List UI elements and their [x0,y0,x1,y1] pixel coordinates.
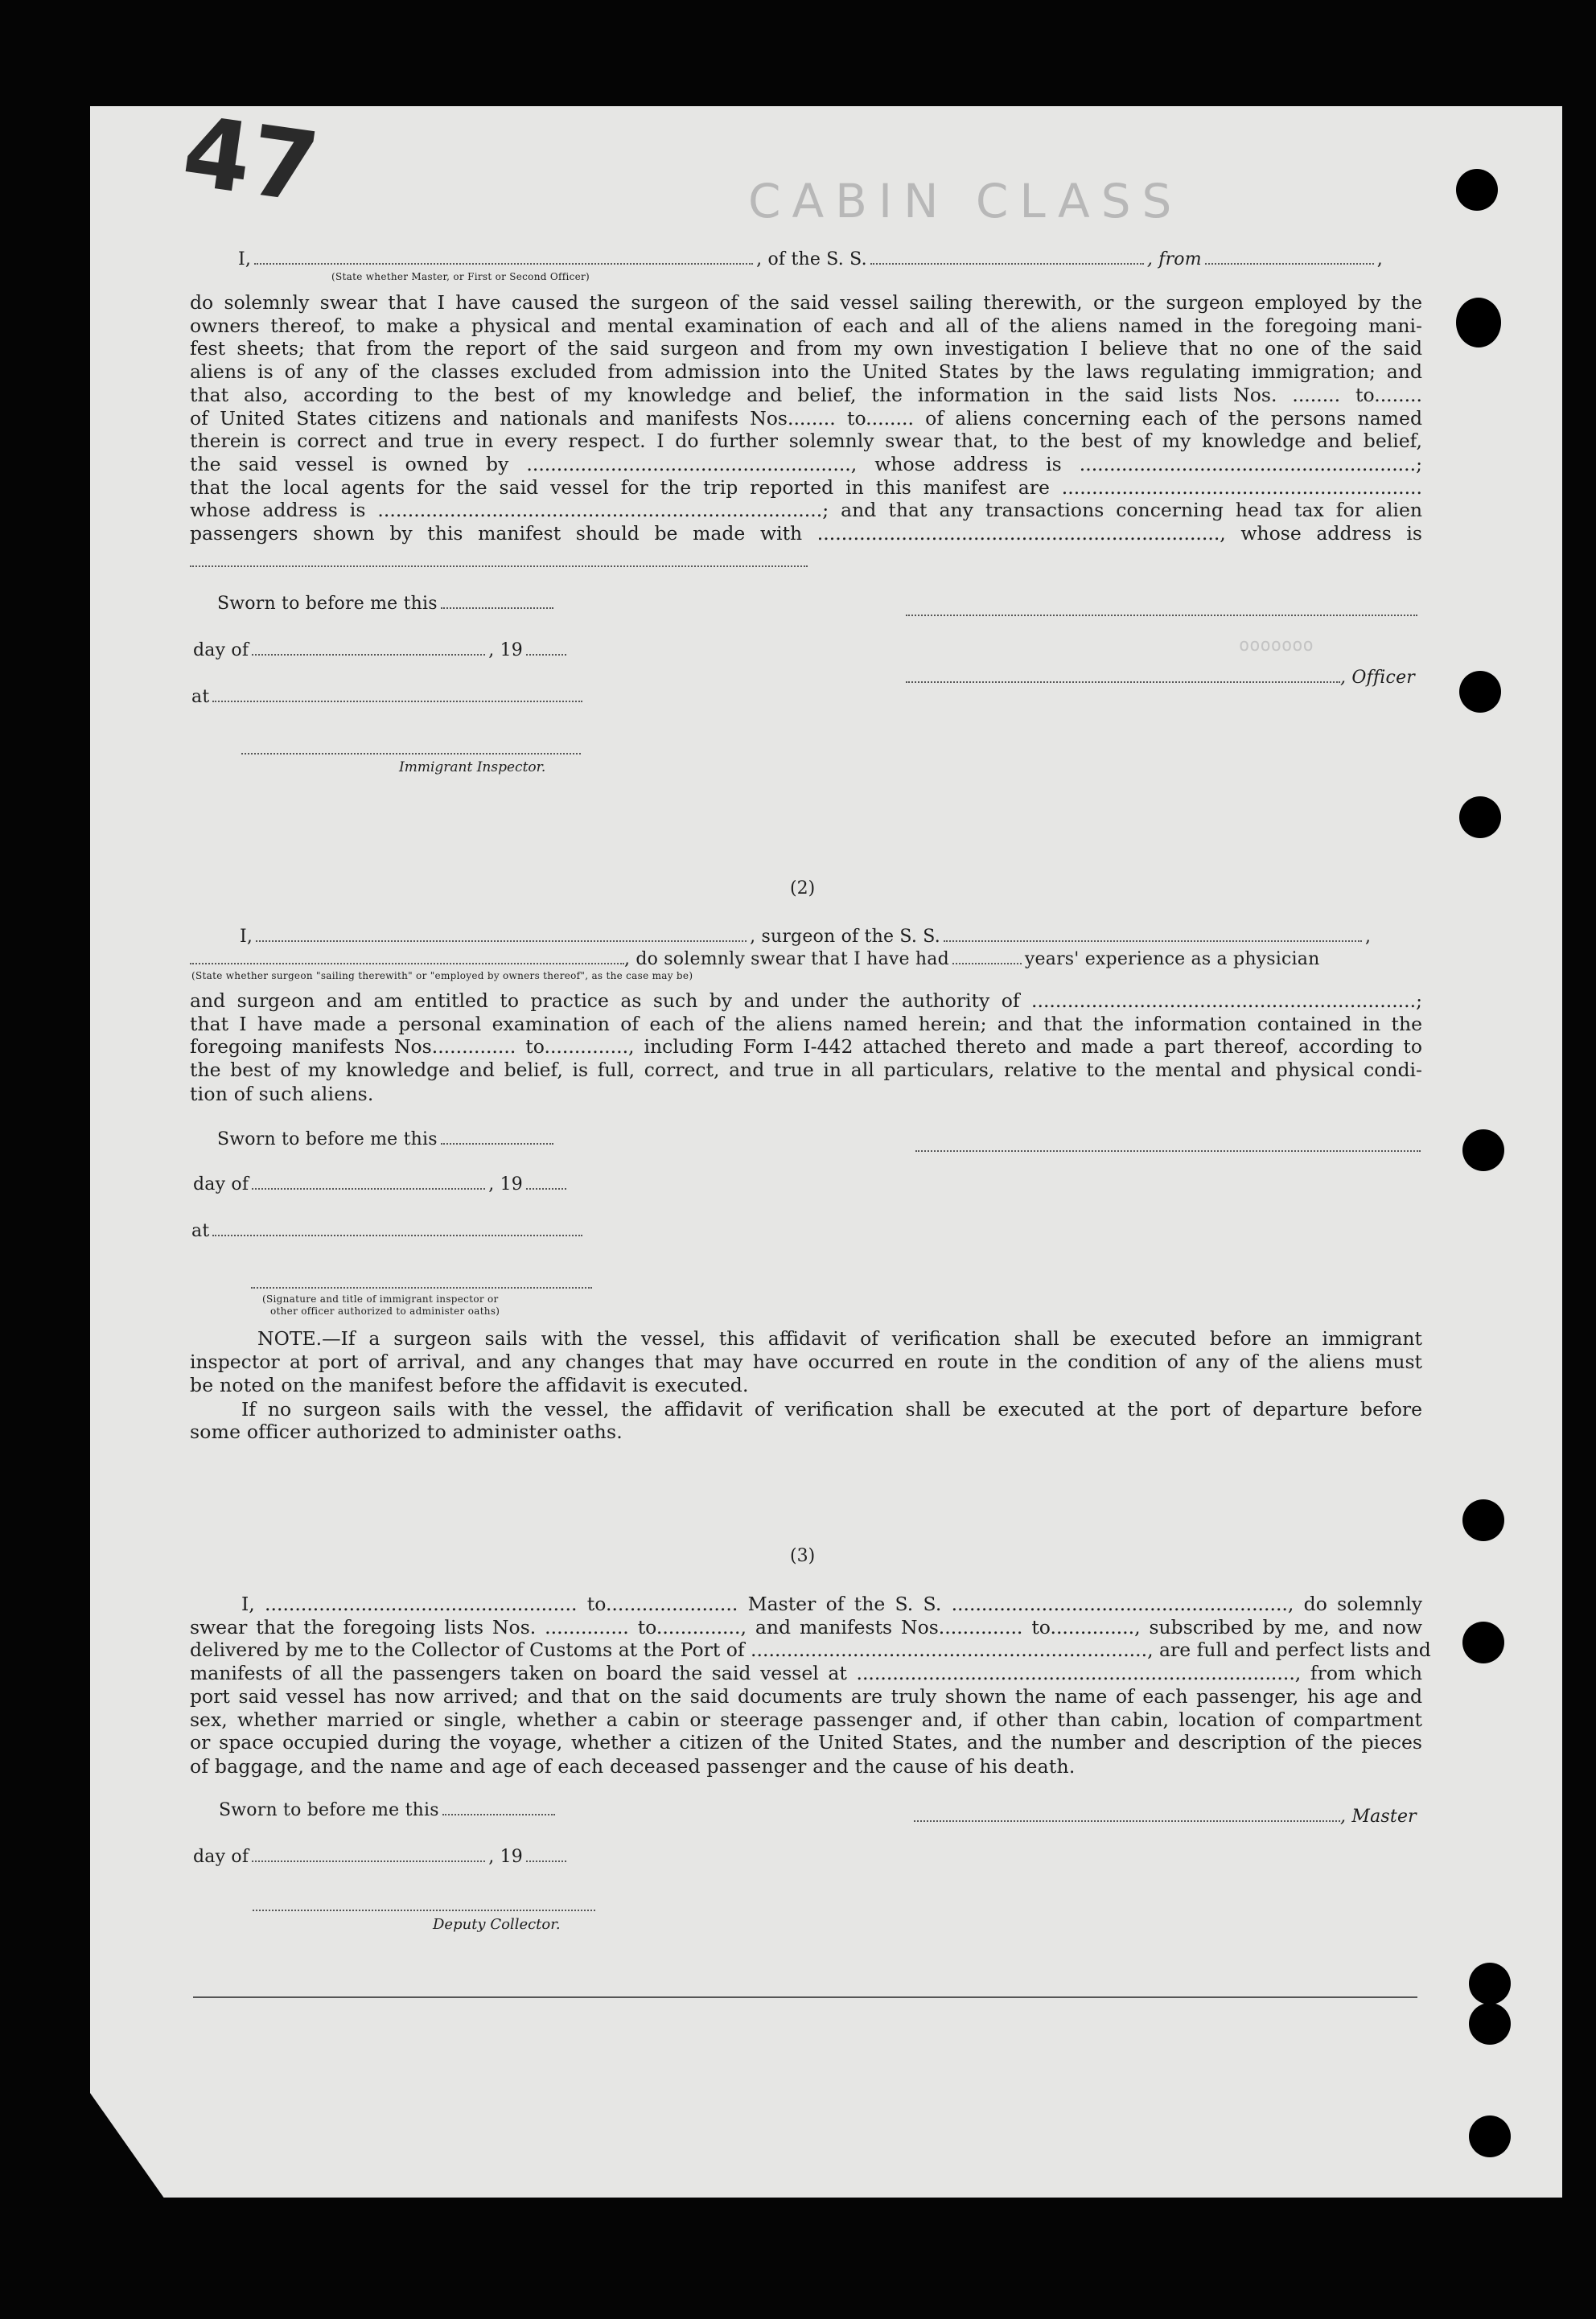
s2-sig-note1: (Signature and title of immigrant inspector or [262,1293,499,1305]
s3-number: (3) [790,1546,816,1566]
bleed-through-text: ooooooo [1239,635,1314,656]
punch-hole [1456,298,1501,347]
s3-day-of: day of , 19 [193,1847,570,1867]
punch-hole [1462,1129,1504,1171]
s2-day-of: day of , 19 [193,1174,570,1194]
s2-at: at [191,1221,586,1241]
s2-note2-paragraph: If no surgeon sails with the vessel, the affidavit of verification shall be executed at the port of departure before [241,1398,1422,1421]
s2-last-line: tion of such aliens. [190,1083,374,1105]
s3-collector-line [253,1910,595,1911]
punch-hole [1469,2115,1511,2157]
punch-hole [1462,1499,1504,1541]
s2-number: (2) [790,878,816,898]
s3-last-line: of baggage, and the name and age of each deceased passenger and the cause of his death. [190,1755,1076,1778]
punch-hole [1469,1963,1511,2004]
s1-officer-sign: , Officer [906,668,1415,688]
s1-line1: I, , of the S. S. , from , [238,249,1383,269]
s2-signature-line [251,1287,592,1289]
s1-inspector-line [241,753,581,754]
s2-sig-note2: other officer authorized to administer oaths) [270,1305,500,1317]
s2-surgeon-note: (State whether surgeon "sailing therewith" or "employed by owners thereof", as the case may be) [191,970,693,981]
bottom-rule [193,1996,1417,1998]
punch-hole [1469,2003,1511,2045]
s1-sworn: Sworn to before me this [217,594,557,614]
s1-at: at [191,687,586,707]
s1-officer-line1 [906,615,1417,616]
s2-note-last: be noted on the manifest before the affidavit is executed. [190,1374,749,1396]
s1-oath-paragraph: do solemnly swear that I have caused the surgeon of the said vessel sailing therewith, or the surgeon employed by the owners thereof, to make a physical and mental examination of each and all of the aliens named in the foregoing mani- fest sheets; that from the report of the said surgeon and from my own investigation I believe that no one of the said aliens is of any of the classes excluded from admission into the United States by the laws regulating immigration; and that also, according to the best of my knowledge and belief, the information in the said lists Nos. ........ to........ of United States citizens and nationals and manifests Nos........ to........ of aliens concerning each of the persons named therein is correct and true in every respect. I do further solemnly swear that, to the best of my knowledge and belief, the said vessel is owned by ......................................................, whose address is ........................................................; that the local agents for the said vessel for the trip reported in this manifest are ............................................................ whose address is ..........................................................................; and that any transactions concerning head tax for alien passengers shown by this manifest should be made with ..................................................................., whose address is [190,291,1422,545]
s1-address-line [190,565,808,567]
page-stamp-number: 47 [176,96,325,225]
s1-day-of: day of , 19 [193,640,570,660]
s3-master-sign: , Master [914,1807,1417,1827]
s2-oath-paragraph: and surgeon and am entitled to practice as such by and under the authority of ................................................................; that I have made a personal examination of each of the aliens named herein; and that the information contained in the foregoing manifests Nos.............. to.............., including Form I-442 attached thereto and made a part thereof, according to the best of my knowledge and belief, is full, correct, and true in all particulars, relative to the mental and physical condi- [190,989,1422,1082]
s2-surgeon-sign-line [915,1150,1421,1152]
s3-oath-paragraph: I, .................................................... to...................... Master of the S. S. ........................................................, do solemnly swear that the foregoing lists Nos. .............. to.............., and manifests Nos.............. to.............., subscribed by me, and now delivered by me to the Collector of Customs at the Port of .................................................................., are full and perfect lists and manifests of all the passengers taken on board the said vessel at ........................................................................., from which port said vessel has now arrived; and that on the said documents are truly shown the name of each passenger, his age and sex, whether married or single, whether a cabin or steerage passenger and, if other than cabin, location of compartment or space occupied during the voyage, whether a citizen of the United States, and the number and description of the pieces [190,1593,1431,1754]
s2-note2-last: some officer authorized to administer oaths. [190,1421,623,1443]
punch-hole [1462,1622,1504,1663]
punch-hole [1459,796,1501,838]
s2-line2: , do solemnly swear that I have had years' experience as a physician [190,949,1319,969]
punch-hole [1459,671,1501,713]
punch-hole [1456,169,1498,211]
s3-sworn: Sworn to before me this [219,1800,558,1820]
s1-inspector-label: Immigrant Inspector. [399,759,546,775]
cabin-class-header: CABIN CLASS [748,174,1183,228]
s2-line1: I, , surgeon of the S. S. , [240,927,1372,947]
s2-sworn: Sworn to before me this [217,1129,557,1149]
s1-officer-note: (State whether Master, or First or Second Officer) [331,271,590,282]
s3-collector-label: Deputy Collector. [433,1916,561,1933]
s2-note-paragraph: NOTE.—If a surgeon sails with the vessel, this affidavit of verification shall be executed before an immigrant inspector at port of arrival, and any changes that may have occurred en route in the condition of any of the aliens must [190,1327,1422,1373]
